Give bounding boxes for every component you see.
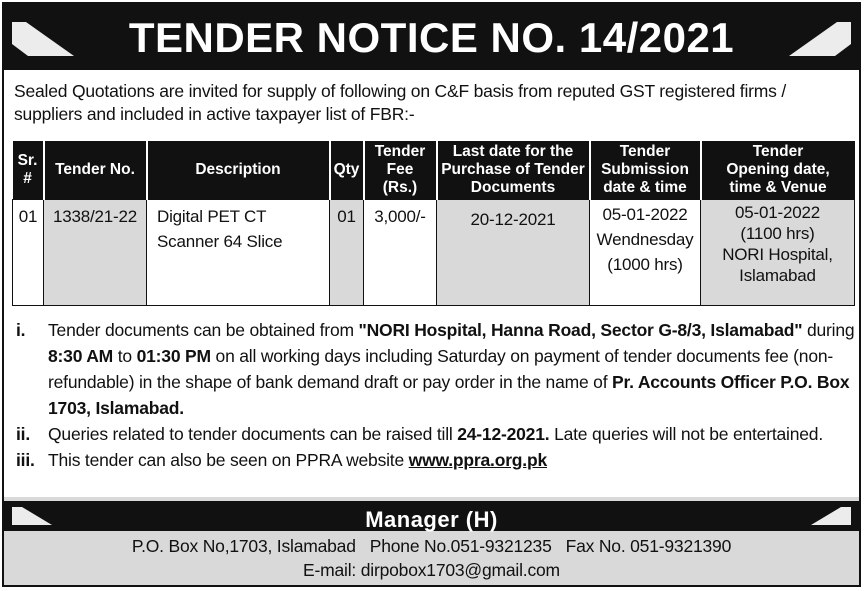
header-opening: Tender Opening date, time & Venue xyxy=(701,141,855,200)
item-text: This tender can also be seen on PPRA website www.ppra.org.pk xyxy=(48,450,547,470)
cell-sr: 01 xyxy=(13,200,44,306)
header-submission: Tender Submission date & time xyxy=(590,141,701,200)
page-title: TENDER NOTICE NO. 14/2021 xyxy=(128,14,735,61)
item-text: Queries related to tender documents can be raised till 24-12-2021. Late queries will not be entertained. xyxy=(48,424,823,444)
title-banner xyxy=(4,4,859,70)
cell-fee: 3,000/- xyxy=(364,200,437,306)
list-item xyxy=(16,421,856,447)
phone-number: Phone No.051-9321235 xyxy=(369,536,552,556)
item-number: ii. xyxy=(16,424,30,444)
header-fee: Tender Fee (Rs.) xyxy=(364,141,437,200)
header-description: Description xyxy=(147,141,330,200)
manager-title: Manager (H) xyxy=(365,507,498,532)
table-header-row xyxy=(13,141,855,200)
cell-opening: 05-01-2022 (1100 hrs) NORI Hospital, Islamabad xyxy=(701,200,855,306)
cell-tender-no: 1338/21-22 xyxy=(44,200,147,306)
po-box: P.O. Box No,1703, Islamabad xyxy=(131,536,356,556)
cell-qty: 01 xyxy=(330,200,364,306)
cell-description: Digital PET CT Scanner 64 Slice xyxy=(147,200,330,306)
manager-banner xyxy=(4,501,859,531)
header-qty: Qty xyxy=(330,141,364,200)
cell-last-date: 20-12-2021 xyxy=(437,200,590,306)
fax-number: Fax No. 051-9321390 xyxy=(565,536,732,556)
item-number: iii. xyxy=(16,450,35,470)
tender-notice xyxy=(2,2,861,587)
header-last-date: Last date for the Purchase of Tender Documents xyxy=(437,141,590,200)
ppra-website-link[interactable]: www.ppra.org.pk xyxy=(408,450,547,470)
tender-table xyxy=(12,141,855,306)
terms-list xyxy=(16,317,856,473)
list-item xyxy=(16,447,856,473)
intro-text: Sealed Quotations are invited for supply of following on C&F basis from reputed GST registered firms / suppliers and included in active taxpayer list of FBR:- xyxy=(14,81,787,124)
header-tender-no: Tender No. xyxy=(44,141,147,200)
cell-submission: 05-01-2022 Wendnesday (1000 hrs) xyxy=(590,200,701,306)
header-sr: Sr. # xyxy=(13,141,44,200)
table-row xyxy=(13,200,855,306)
footer xyxy=(4,497,859,585)
list-item xyxy=(16,317,856,421)
item-number: i. xyxy=(16,320,26,340)
contact-line xyxy=(4,534,859,558)
email-line: E-mail: dirpobox1703@gmail.com xyxy=(303,560,560,580)
item-text: Tender documents can be obtained from "NORI Hospital, Hanna Road, Sector G-8/3, Islamabad" during 8:30 AM to 01:30 PM on all working days including Saturday on payment of tender documents fee (non-refundable) in the shape of bank demand draft or pay order in the name of Pr. Accounts Officer P.O. Box 1703, Islamabad. xyxy=(48,320,855,418)
